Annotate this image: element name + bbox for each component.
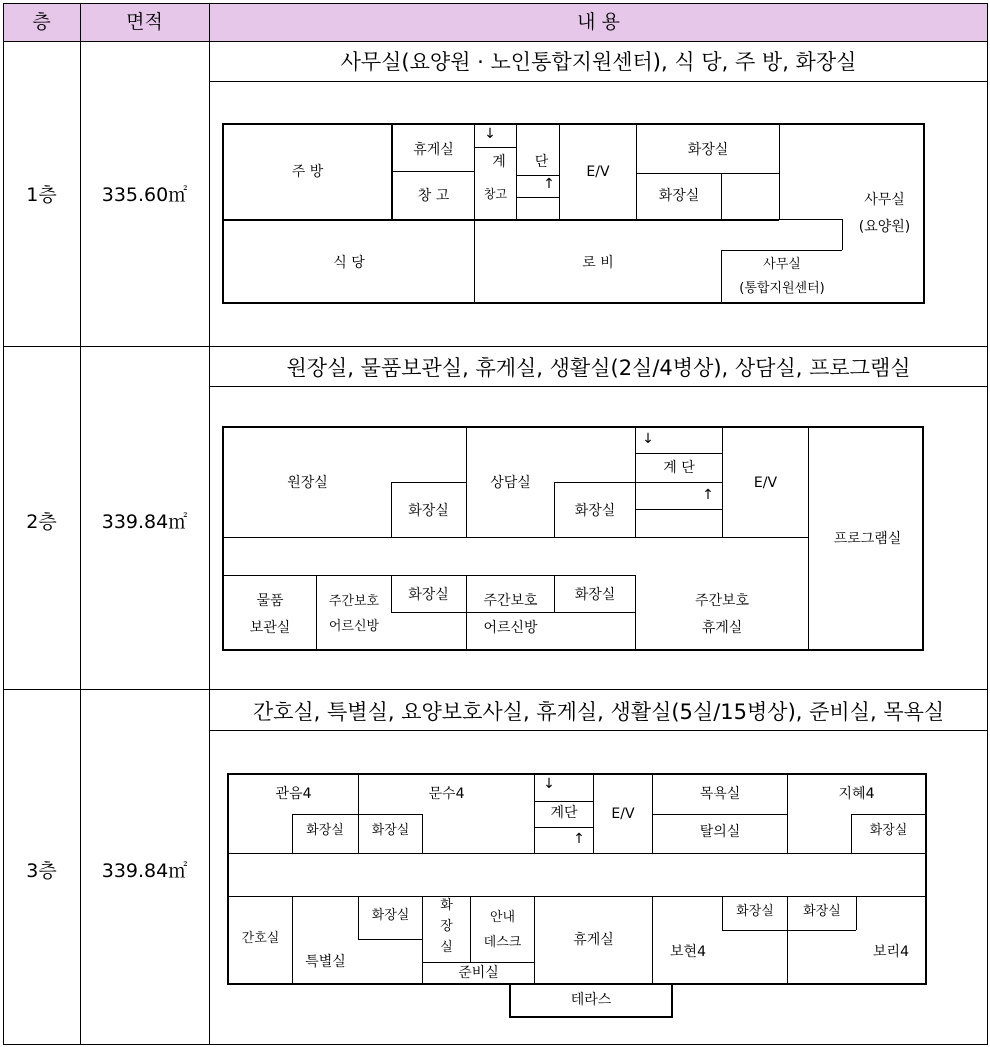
stair-down-arrow: ↓ [484,126,496,142]
floor-label: 2층 [26,511,57,533]
row-divider-1 [3,346,988,347]
stair-up-arrow: ↑ [573,831,585,847]
room-toilet-a: 화장실 [408,503,449,519]
room-bori: 보리4 [873,944,909,960]
room-toilet-b: 화장실 [371,823,410,838]
room-jihye: 지혜4 [838,786,875,802]
room-bohyeon: 보현4 [670,944,706,960]
stair-down-arrow: ↓ [543,776,555,792]
room-nurse: 간호실 [241,931,280,946]
room-storage: 창 고 [417,188,450,204]
room-toilet-g: 화장실 [803,904,841,919]
room-toilet-b: 화장실 [658,188,700,204]
floor-1-summary: 사무실(요양원 · 노인통합지원센터), 식 당, 주 방, 화장실 [340,50,857,74]
room-consult: 상담실 [490,475,531,491]
room-prep: 준비실 [458,965,499,981]
room-dressing: 탈의실 [699,824,741,840]
room-gwaneum: 관음4 [275,786,312,802]
room-munsu: 문수4 [428,786,465,802]
room-toilet-c: 화장실 [408,587,449,603]
stair-label-gye: 계 [492,154,506,170]
header-content: 내 용 [577,11,620,33]
table-border-right [987,3,988,1045]
elevator: E/V [611,806,635,822]
header-border-bottom [3,41,988,42]
room-lounge: 휴게실 [413,142,454,158]
area-value: 339.84㎡ [101,511,188,533]
stair-label: 계단 [550,805,578,821]
floor-3-plan [227,773,927,985]
room-toilet-d: 화장실 [371,908,410,923]
floor-1-plan [222,123,925,304]
room-toilet-a: 화장실 [687,142,729,158]
elevator: E/V [586,164,610,180]
room-lobby: 로 비 [582,255,614,271]
room-toilet-a: 화장실 [306,823,344,838]
room-lounge: 휴게실 [573,932,614,948]
summary-divider-1 [209,81,988,82]
room-office: 사무실 (요양원) [858,192,911,235]
room-toilet-b: 화장실 [574,503,616,519]
room-special: 특별실 [305,954,346,970]
floor-2-summary: 원장실, 물품보관실, 휴게실, 생활실(2실/4병상), 상담실, 프로그램실 [286,356,911,380]
row-divider-2 [3,689,988,690]
stair-up-arrow: ↑ [702,487,714,503]
area-value: 335.60㎡ [101,184,188,206]
floor-2-plan [222,426,924,651]
room-info-desk: 안내 데스크 [483,910,522,950]
room-director: 원장실 [287,475,328,491]
room-daycare-lounge: 주간보호 휴게실 [694,593,750,636]
room-toilet-d: 화장실 [574,587,616,603]
room-daycare-b: 주간보호 어르신방 [483,593,538,636]
terrace-label: 테라스 [570,992,612,1008]
room-toilet-f: 화장실 [736,904,774,919]
summary-divider-2 [209,386,988,387]
stair-up-arrow: ↑ [543,176,555,192]
room-daycare-a: 주간보호 어르신방 [328,594,380,634]
floor-label: 1층 [26,184,57,206]
stair-label: 계 단 [663,460,695,476]
floor-3-summary: 간호실, 특별실, 요양보호사실, 휴게실, 생활실(5실/15병상), 준비실, 목욕실 [252,700,945,724]
area-value: 339.84㎡ [101,860,188,882]
terrace [509,983,673,1018]
room-office-center: 사무실 (통합지원센터) [739,257,825,297]
stair-label-dan: 단 [534,154,549,170]
room-kitchen: 주 방 [291,164,324,180]
room-bath: 목욕실 [699,786,741,802]
stair-down-arrow: ↓ [642,431,654,447]
room-dining: 식 당 [333,255,365,271]
elevator: E/V [753,475,778,491]
header-area: 면적 [126,11,163,33]
floor-label: 3층 [26,860,57,882]
room-storage: 물품 보관실 [249,593,291,636]
room-storage-small: 창고 [483,187,508,201]
room-toilet-c: 화장실 [869,823,908,838]
summary-divider-3 [209,730,988,731]
table-border-bottom [3,1044,988,1045]
room-program: 프로그램실 [833,531,902,547]
header-floor: 층 [32,11,51,33]
column-divider-2 [209,3,210,1045]
room-toilet-e: 화 장 실 [440,898,453,955]
